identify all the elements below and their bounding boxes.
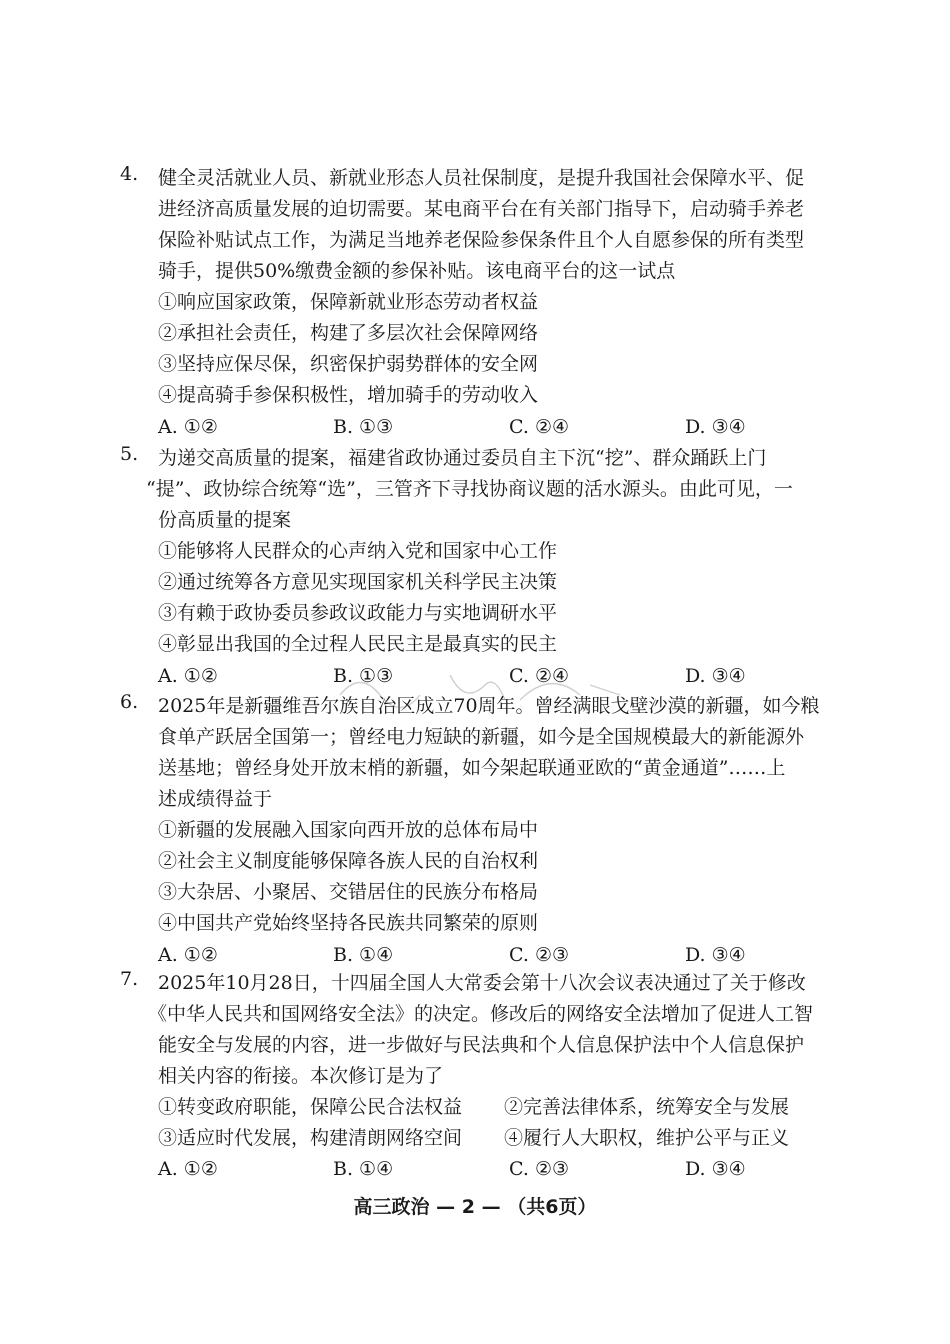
statement-option: ③适应时代发展，构建清朗网络空间 (158, 1127, 463, 1149)
question-stem-line: 份高质量的提案 (158, 509, 292, 531)
answer-choice-b: B. ①③ (333, 416, 394, 438)
question-stem-line: 骑手，提供50%缴费金额的参保补贴。该电商平台的这一试点 (158, 260, 676, 282)
question-stem-line: “提”、政协综合统筹“选”，三管齐下寻找协商议题的活水源头。由此可见，一 (146, 478, 793, 500)
question-stem-line: 2025年是新疆维吾尔族自治区成立70周年。曾经满眼戈壁沙漠的新疆，如今粮 (158, 695, 820, 717)
answer-choice-d: D. ③④ (685, 665, 746, 687)
statement-option: ①响应国家政策，保障新就业形态劳动者权益 (158, 291, 539, 313)
statement-option: ③坚持应保尽保，织密保护弱势群体的安全网 (158, 353, 539, 375)
answer-choice-c: C. ②③ (509, 1158, 570, 1180)
page-footer: 高三政治 — 2 — （共6页） (353, 1196, 597, 1218)
answer-choice-a: A. ①② (158, 416, 218, 438)
statement-option: ②通过统筹各方意见实现国家机关科学民主决策 (158, 571, 558, 593)
statement-option: ①能够将人民群众的心声纳入党和国家中心工作 (158, 540, 558, 562)
answer-choice-d: D. ③④ (685, 1158, 746, 1180)
answer-choice-c: C. ②③ (509, 944, 570, 966)
statement-option: ①新疆的发展融入国家向西开放的总体布局中 (158, 819, 539, 841)
question-stem-line: 述成绩得益于 (158, 788, 273, 810)
statement-option: ②完善法律体系，统筹安全与发展 (504, 1096, 790, 1118)
question-number: 7. (120, 968, 139, 990)
question-number: 5. (120, 443, 139, 465)
answer-choice-b: B. ①④ (333, 944, 394, 966)
answer-choice-d: D. ③④ (685, 944, 746, 966)
statement-option: ②承担社会责任，构建了多层次社会保障网络 (158, 322, 539, 344)
answer-choice-c: C. ②④ (509, 416, 570, 438)
question-stem-line: 进经济高质量发展的迫切需要。某电商平台在有关部门指导下，启动骑手养老 (158, 198, 805, 220)
question-stem-line: 《中华人民共和国网络安全法》的决定。修改后的网络安全法增加了促进人工智 (148, 1003, 814, 1025)
answer-choice-a: A. ①② (158, 944, 218, 966)
question-number: 6. (120, 691, 139, 713)
answer-choice-a: A. ①② (158, 1158, 218, 1180)
question-stem-line: 2025年10月28日，十四届全国人大常委会第十八次会议表决通过了关于修改 (158, 972, 806, 994)
question-stem-line: 食单产跃居全国第一；曾经电力短缺的新疆，如今是全国规模最大的新能源外 (158, 726, 805, 748)
answer-choice-c: C. ②④ (509, 665, 570, 687)
answer-choice-b: B. ①④ (333, 1158, 394, 1180)
statement-option: ②社会主义制度能够保障各族人民的自治权利 (158, 850, 539, 872)
answer-choice-a: A. ①② (158, 665, 218, 687)
statement-option: ④提高骑手参保积极性，增加骑手的劳动收入 (158, 384, 539, 406)
statement-option: ④彰显出我国的全过程人民民主是最真实的民主 (158, 633, 558, 655)
question-number: 4. (120, 163, 139, 185)
question-stem-line: 为递交高质量的提案，福建省政协通过委员自主下沉“挖”、群众踊跃上门 (158, 447, 767, 469)
statement-option: ③大杂居、小聚居、交错居住的民族分布格局 (158, 881, 539, 903)
question-stem-line: 保险补贴试点工作，为满足当地养老保险参保条件且个人自愿参保的所有类型 (158, 229, 805, 251)
question-stem-line: 相关内容的衔接。本次修订是为了 (158, 1065, 444, 1087)
statement-option: ④中国共产党始终坚持各民族共同繁荣的原则 (158, 912, 539, 934)
answer-choice-d: D. ③④ (685, 416, 746, 438)
question-stem-line: 送基地；曾经身处开放末梢的新疆，如今架起联通亚欧的“黄金通道”……上 (158, 757, 786, 779)
statement-option: ④履行人大职权，维护公平与正义 (504, 1127, 790, 1149)
answer-choice-b: B. ①③ (333, 665, 394, 687)
statement-option: ③有赖于政协委员参政议政能力与实地调研水平 (158, 602, 558, 624)
statement-option: ①转变政府职能，保障公民合法权益 (158, 1096, 463, 1118)
question-stem-line: 健全灵活就业人员、新就业形态人员社保制度，是提升我国社会保障水平、促 (158, 167, 805, 189)
question-stem-line: 能安全与发展的内容，进一步做好与民法典和个人信息保护法中个人信息保护 (158, 1034, 805, 1056)
